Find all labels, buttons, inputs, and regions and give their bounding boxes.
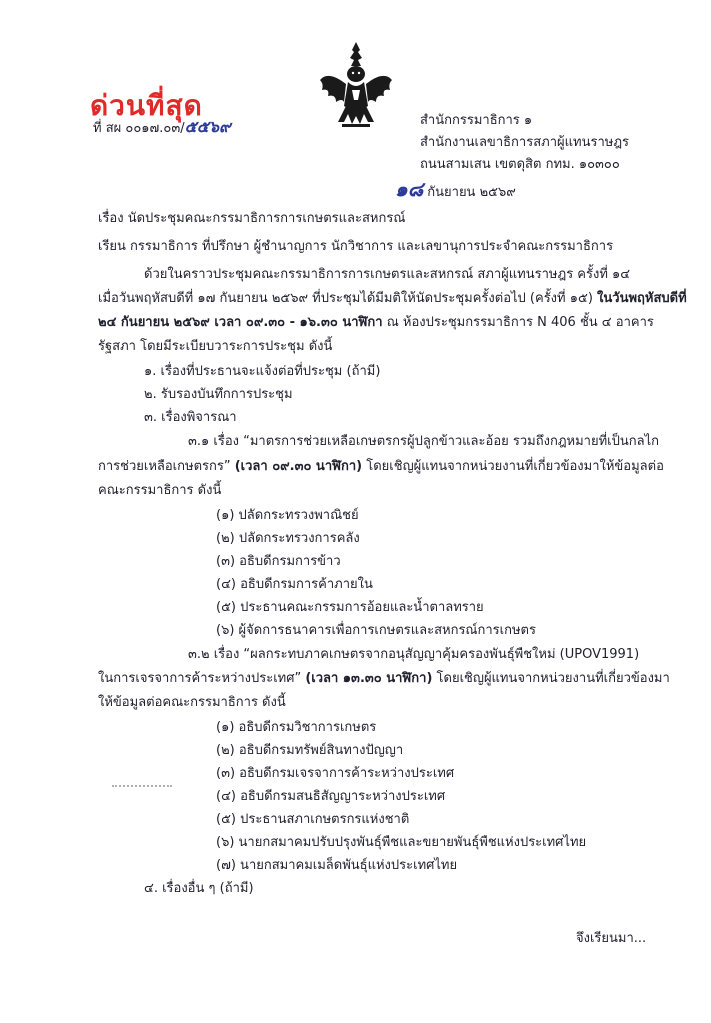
item-3-2-line-3: ให้ข้อมูลต่อคณะกรรมาธิการ ดังนี้ [98, 695, 286, 710]
item-3-2-invitee-3: (๓) อธิบดีกรมเจรจาการค้าระหว่างประเทศ [216, 766, 455, 781]
scan-mark [112, 785, 172, 789]
urgent-stamp: ด่วนที่สุด [90, 89, 203, 122]
item-3-2-invitee-1: (๑) อธิบดีกรมวิชาการเกษตร [216, 720, 377, 735]
date-day-handwritten: ๑๘ [395, 177, 424, 201]
reference-prefix: ที่ สผ ๐๐๑๗.๐๓/ [93, 121, 185, 136]
agenda-item-2: ๒. รับรองบันทึกการประชุม [144, 387, 293, 402]
item-3-1-line-3: คณะกรรมาธิการ ดังนี้ [98, 483, 222, 498]
item-3-2-line-1: ๓.๒ เรื่อง “ผลกระทบภาคเกษตรจากอนุสัญญาคุ้มครองพันธุ์พืชใหม่ (UPOV1991) [188, 647, 640, 662]
subject-line: เรื่อง นัดประชุมคณะกรรมาธิการการเกษตรและสหกรณ์ [98, 211, 406, 226]
item-3-1-invite-text: โดยเชิญผู้แทนจากหน่วยงานที่เกี่ยวข้องมาให้ข้อมูลต่อ [362, 459, 664, 474]
recipient-line: เรียน กรรมาธิการ ที่ปรึกษา ผู้ชำนาญการ นักวิชาการ และเลขานุการประจำคณะกรรมาธิการ [98, 239, 614, 254]
item-3-1-line-2 [98, 458, 664, 476]
meeting-datetime-bold: ๒๔ กันยายน ๒๕๖๙ เวลา ๐๙.๓๐ - ๑๖.๓๐ นาฬิกา [98, 315, 383, 330]
item-3-1-time-bold: (เวลา ๐๙.๓๐ นาฬิกา) [234, 459, 363, 474]
item-3-1-invitee-6: (๖) ผู้จัดการธนาคารเพื่อการเกษตรและสหกรณ์การเกษตร [216, 623, 536, 638]
item-3-1-line-1: ๓.๑ เรื่อง “มาตรการช่วยเหลือเกษตรกรผู้ปลูกข้าวและอ้อย รวมถึงกฎหมายที่เป็นกลไก [188, 434, 659, 449]
item-3-2-invitee-4: (๔) อธิบดีกรมสนธิสัญญาระหว่างประเทศ [216, 789, 446, 804]
item-3-2-time-bold: (เวลา ๑๓.๓๐ นาฬิกา) [305, 671, 433, 686]
item-3-2-invitee-5: (๕) ประธานสภาเกษตรกรแห่งชาติ [216, 812, 410, 827]
item-3-1-title-end: การช่วยเหลือเกษตรกร” [98, 459, 235, 474]
meeting-room-text: ณ ห้องประชุมกรรมาธิการ N 406 ชั้น ๔ อาคาร [382, 315, 654, 330]
reference-number [93, 118, 231, 138]
item-3-2-line-2 [98, 670, 670, 688]
address-line-1: สำนักกรรมาธิการ ๑ [420, 113, 533, 128]
paragraph-line-2 [98, 290, 687, 308]
item-3-2-invitee-2: (๒) อธิบดีกรมทรัพย์สินทางปัญญา [216, 743, 404, 758]
item-3-1-invitee-2: (๒) ปลัดกระทรวงการคลัง [216, 531, 360, 546]
item-3-1-invitee-5: (๕) ประธานคณะกรรมการอ้อยและน้ำตาลทราย [216, 600, 484, 615]
date-month-year: กันยายน ๒๕๖๙ [427, 185, 516, 200]
paragraph-line-2-text: เมื่อวันพฤหัสบดีที่ ๑๗ กันยายน ๒๕๖๙ ที่ประชุมได้มีมติให้นัดประชุมครั้งต่อไป (ครั้งที่ ๑๕) [98, 291, 598, 306]
paragraph-line-3 [98, 314, 654, 332]
item-3-2-invitee-7: (๗) นายกสมาคมเมล็ดพันธุ์แห่งประเทศไทย [216, 858, 458, 873]
item-3-2-invitee-6: (๖) นายกสมาคมปรับปรุงพันธุ์พืชและขยายพันธุ์พืชแห่งประเทศไทย [216, 835, 587, 850]
item-3-1-invitee-1: (๑) ปลัดกระทรวงพาณิชย์ [216, 508, 359, 523]
closing-continuation: จึงเรียนมา... [576, 931, 647, 946]
agenda-item-4: ๔. เรื่องอื่น ๆ (ถ้ามี) [144, 881, 254, 896]
item-3-1-invitee-3: (๓) อธิบดีกรมการข้าว [216, 554, 341, 569]
item-3-1-invitee-4: (๔) อธิบดีกรมการค้าภายใน [216, 577, 373, 592]
item-3-2-invite-text: โดยเชิญผู้แทนจากหน่วยงานที่เกี่ยวข้องมา [432, 671, 670, 686]
agenda-item-3: ๓. เรื่องพิจารณา [144, 410, 237, 425]
document-date [395, 177, 516, 202]
address-line-3: ถนนสามเสน เขตดุสิต กทม. ๑๐๓๐๐ [420, 157, 620, 172]
paragraph-line-4: รัฐสภา โดยมีระเบียบวาระการประชุม ดังนี้ [98, 339, 333, 354]
reference-handwritten-number: ๕๕๖๙ [184, 117, 231, 136]
meeting-day-bold: ในวันพฤหัสบดีที่ [597, 291, 687, 306]
item-3-2-title-end: ในการเจรจาการค้าระหว่างประเทศ” [98, 671, 306, 686]
agenda-item-1: ๑. เรื่องที่ประธานจะแจ้งต่อที่ประชุม (ถ้ามี) [144, 364, 381, 379]
paragraph-line-1: ด้วยในคราวประชุมคณะกรรมาธิการการเกษตรและสหกรณ์ สภาผู้แทนราษฎร ครั้งที่ ๑๔ [144, 267, 631, 282]
garuda-emblem-icon [318, 40, 394, 132]
address-line-2: สำนักงานเลขาธิการสภาผู้แทนราษฎร [420, 135, 630, 150]
